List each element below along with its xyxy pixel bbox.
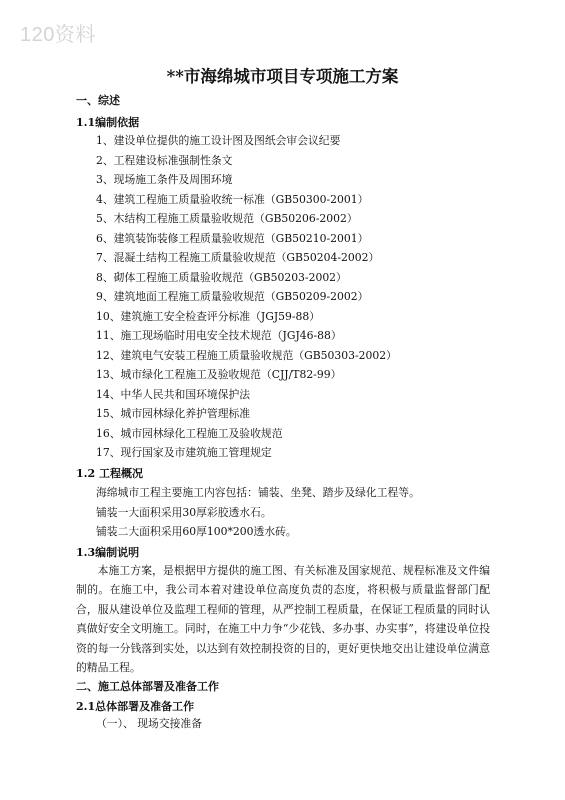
list-item: 4、建筑工程施工质量验收统一标准（GB50300-2001） bbox=[96, 192, 369, 206]
list-item: 15、城市园林绿化养护管理标准 bbox=[96, 407, 251, 420]
list-item: 8、砌体工程施工质量验收规范（GB50203-2002） bbox=[96, 270, 347, 284]
section-heading-deployment: 二、施工总体部署及准备工作 bbox=[76, 680, 219, 693]
paragraph: 本施工方案，是根据甲方提供的施工图、有关标准及国家规范、规程标准及文件编制的。在施工中，我公司本着对建设单位高度负责的态度，将积极与质量监督部门配合，服从建设单位及监理工程师的管理，从严控制工程质量，在保证工程质量的同时认真做好安全文明施工。同时，在施工中力争“少花钱、多办事、办实事”，将建设单位投资的每一分钱落到实处，以达到有效控制投资的目的，更好更快地交出让建设单位满意的精品工程。 bbox=[76, 564, 490, 675]
section-heading-general-deployment: 2.1总体部署及准备工作 bbox=[76, 700, 195, 713]
section-heading-project-overview: 1.2 工程概况 bbox=[76, 467, 143, 480]
overview-line: 铺装二大面积采用60厚100*200透水砖。 bbox=[96, 525, 297, 538]
list-item: 17、现行国家及市建筑施工管理规定 bbox=[96, 446, 272, 459]
section-heading-basis: 1.1编制依据 bbox=[76, 116, 140, 129]
list-item: 13、城市绿化工程施工及验收规范（CJJ/T82-99） bbox=[96, 368, 342, 381]
list-item: 2、工程建设标准强制性条文 bbox=[96, 153, 233, 167]
section-heading-overview: 一、综述 bbox=[76, 94, 120, 107]
list-item: 14、中华人民共和国环境保护法 bbox=[96, 387, 251, 401]
notes-paragraph bbox=[76, 561, 490, 677]
list-item: 11、施工现场临时用电安全技术规范（JGJ46-88） bbox=[96, 329, 342, 342]
subsection-label: （一）、 现场交接准备 bbox=[96, 717, 202, 730]
list-item: 16、城市园林绿化工程施工及验收规范 bbox=[96, 426, 283, 440]
watermark: 120资料 bbox=[20, 24, 96, 46]
list-item: 3、现场施工条件及周围环境 bbox=[96, 173, 233, 186]
overview-line: 铺装一大面积采用30厚彩胶透水石。 bbox=[96, 505, 272, 519]
list-item: 9、建筑地面工程施工质量验收规范（GB50209-2002） bbox=[96, 290, 369, 303]
list-item: 10、建筑施工安全检查评分标准（JGJ59-88） bbox=[96, 309, 321, 323]
overview-line: 海绵城市工程主要施工内容包括：铺装、坐凳、踏步及绿化工程等。 bbox=[96, 486, 420, 499]
list-item: 7、混凝土结构工程施工质量验收规范（GB50204-2002） bbox=[96, 251, 380, 264]
document-title: **市海绵城市项目专项施工方案 bbox=[166, 67, 399, 86]
list-item: 12、建筑电气安装工程施工质量验收规范（GB50303-2002） bbox=[96, 348, 397, 362]
list-item: 1、建设单位提供的施工设计图及图纸会审会议纪要 bbox=[96, 134, 341, 147]
section-heading-notes: 1.3编制说明 bbox=[76, 546, 140, 559]
list-item: 6、建筑装饰装修工程质量验收规范（GB50210-2001） bbox=[96, 231, 369, 245]
list-item: 5、木结构工程施工质量验收规范（GB50206-2002） bbox=[96, 212, 358, 225]
